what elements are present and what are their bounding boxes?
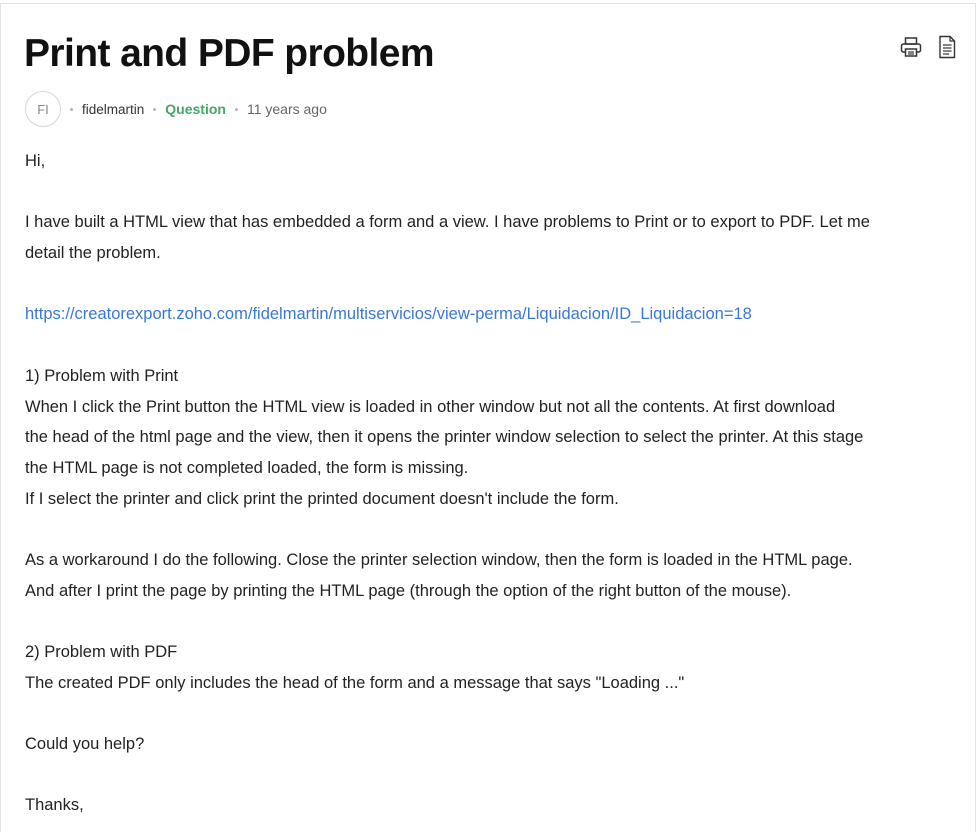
- pdf-problem-line-1: The created PDF only includes the head of the form and a message that says "Loading ...": [25, 673, 685, 692]
- view-link[interactable]: https://creatorexport.zoho.com/fidelmartin/multiservicios/view-perma/Liquidacion/ID_Liquidacion=18: [25, 305, 752, 324]
- document-icon: [938, 35, 956, 59]
- post-meta: [25, 90, 327, 128]
- post-type-badge: Question: [165, 101, 226, 117]
- spacer: [25, 177, 960, 208]
- pdf-problem-heading: 2) Problem with PDF: [25, 643, 178, 661]
- separator-dot: [70, 108, 73, 111]
- separator-dot: [153, 108, 156, 111]
- print-problem-line-3: the HTML page is not completed loaded, the form is missing.: [25, 458, 469, 477]
- print-problem-line-4: If I select the printer and click print the printed document doesn't include the form.: [25, 489, 619, 508]
- post-card: [0, 3, 976, 832]
- post-timestamp: 11 years ago: [246, 101, 327, 117]
- print-problem-heading: 1) Problem with Print: [25, 366, 179, 385]
- author-name[interactable]: fidelmartin: [82, 101, 145, 117]
- help-request-text: Could you help?: [25, 735, 145, 754]
- workaround-line-1: As a workaround I do the following. Close the printer selection window, then the form is loaded in the HTML page.: [25, 550, 853, 569]
- spacer: [25, 698, 960, 729]
- intro-text-line-1: I have built a HTML view that has embedded a form and a view. I have problems to Print or to export to PDF. Let me: [25, 213, 870, 232]
- spacer: [25, 514, 960, 545]
- spacer: [25, 269, 960, 300]
- post-body: [25, 146, 960, 821]
- pdf-button[interactable]: [935, 34, 959, 60]
- spacer: [25, 606, 960, 637]
- intro-text-line-2: detail the problem.: [25, 244, 161, 263]
- link-line: [25, 299, 960, 330]
- printer-icon: [900, 36, 922, 58]
- spacer: [25, 330, 960, 361]
- spacer: [25, 760, 960, 791]
- greeting-text: Hi,: [25, 152, 46, 170]
- page-title: Print and PDF problem: [24, 32, 434, 75]
- separator-dot: [235, 108, 238, 111]
- closing-text: Thanks,: [25, 796, 84, 815]
- avatar[interactable]: FI: [25, 91, 61, 127]
- post-actions: [899, 34, 959, 60]
- print-button[interactable]: [899, 34, 923, 60]
- workaround-line-2: And after I print the page by printing the HTML page (through the option of the right button of the mouse).: [25, 581, 792, 600]
- print-problem-line-1: When I click the Print button the HTML view is loaded in other window but not all the contents. At first download: [25, 397, 836, 416]
- print-problem-line-2: the head of the html page and the view, then it opens the printer window selection to select the printer. At this stage: [25, 428, 864, 447]
